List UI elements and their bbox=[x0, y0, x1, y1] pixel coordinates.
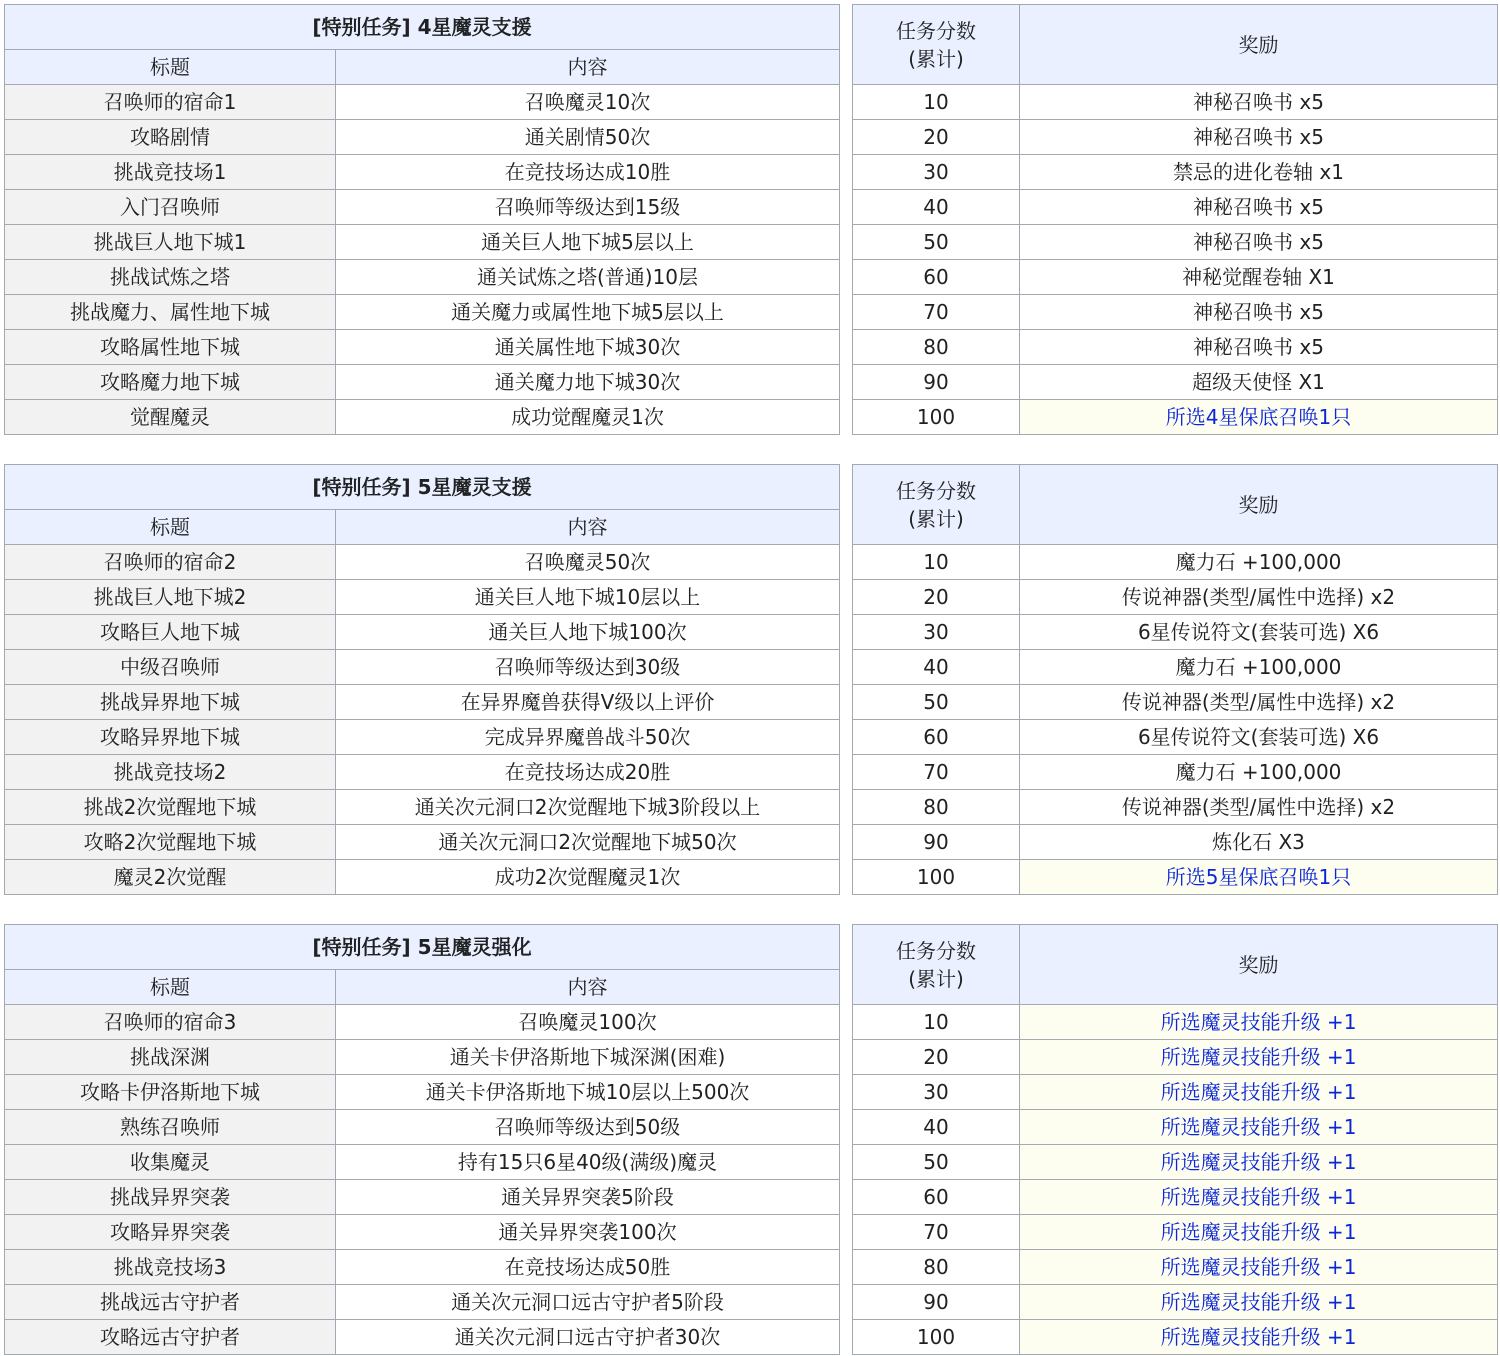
mission-reward: 所选魔灵技能升级 +1 bbox=[1020, 1145, 1498, 1180]
mission-title: 入门召唤师 bbox=[5, 190, 336, 225]
table-row bbox=[853, 365, 1498, 400]
mission-content: 通关魔力地下城30次 bbox=[336, 365, 840, 400]
table-row bbox=[853, 1320, 1498, 1355]
content-column-header: 内容 bbox=[336, 970, 840, 1005]
table-row bbox=[853, 790, 1498, 825]
mission-reward: 所选4星保底召唤1只 bbox=[1020, 400, 1498, 435]
mission-table bbox=[4, 4, 840, 435]
mission-reward: 所选5星保底召唤1只 bbox=[1020, 860, 1498, 895]
mission-score: 60 bbox=[853, 720, 1020, 755]
table-row bbox=[5, 260, 840, 295]
mission-reward: 所选魔灵技能升级 +1 bbox=[1020, 1110, 1498, 1145]
mission-reward: 所选魔灵技能升级 +1 bbox=[1020, 1075, 1498, 1110]
mission-content: 在竞技场达成50胜 bbox=[336, 1250, 840, 1285]
mission-reward: 禁忌的进化卷轴 x1 bbox=[1020, 155, 1498, 190]
score-header-line1: 任务分数 bbox=[896, 478, 976, 503]
mission-score: 20 bbox=[853, 120, 1020, 155]
score-header-line2: (累计) bbox=[908, 966, 964, 991]
content-column-header: 内容 bbox=[336, 50, 840, 85]
mission-reward: 魔力石 +100,000 bbox=[1020, 755, 1498, 790]
mission-content: 通关巨人地下城5层以上 bbox=[336, 225, 840, 260]
mission-reward: 所选魔灵技能升级 +1 bbox=[1020, 1180, 1498, 1215]
table-row bbox=[853, 825, 1498, 860]
table-row bbox=[5, 295, 840, 330]
table-row bbox=[5, 1215, 840, 1250]
mission-content: 通关异界突袭100次 bbox=[336, 1215, 840, 1250]
content-column-header: 内容 bbox=[336, 510, 840, 545]
mission-title: 攻略异界地下城 bbox=[5, 720, 336, 755]
table-row bbox=[853, 1110, 1498, 1145]
table-row bbox=[853, 85, 1498, 120]
mission-reward: 传说神器(类型/属性中选择) x2 bbox=[1020, 790, 1498, 825]
mission-reward: 所选魔灵技能升级 +1 bbox=[1020, 1320, 1498, 1355]
mission-reward: 魔力石 +100,000 bbox=[1020, 545, 1498, 580]
mission-title: 攻略属性地下城 bbox=[5, 330, 336, 365]
table-row bbox=[5, 720, 840, 755]
title-column-header: 标题 bbox=[5, 50, 336, 85]
mission-reward: 6星传说符文(套装可选) X6 bbox=[1020, 720, 1498, 755]
table-row bbox=[853, 545, 1498, 580]
table-row bbox=[853, 120, 1498, 155]
mission-content: 通关属性地下城30次 bbox=[336, 330, 840, 365]
mission-content: 在竞技场达成10胜 bbox=[336, 155, 840, 190]
mission-score: 50 bbox=[853, 685, 1020, 720]
section-title: [特别任务] 5星魔灵强化 bbox=[5, 925, 840, 970]
mission-score: 60 bbox=[853, 1180, 1020, 1215]
mission-title: 攻略异界突袭 bbox=[5, 1215, 336, 1250]
table-row bbox=[5, 400, 840, 435]
reward-column-header: 奖励 bbox=[1020, 925, 1498, 1005]
mission-score: 20 bbox=[853, 1040, 1020, 1075]
mission-score: 10 bbox=[853, 85, 1020, 120]
score-header-line1: 任务分数 bbox=[896, 18, 976, 43]
reward-table bbox=[852, 4, 1498, 435]
mission-score: 30 bbox=[853, 615, 1020, 650]
mission-reward: 超级天使怪 X1 bbox=[1020, 365, 1498, 400]
mission-reward: 神秘召唤书 x5 bbox=[1020, 225, 1498, 260]
table-row bbox=[853, 1180, 1498, 1215]
table-row bbox=[5, 790, 840, 825]
mission-title: 挑战2次觉醒地下城 bbox=[5, 790, 336, 825]
mission-title: 召唤师的宿命3 bbox=[5, 1005, 336, 1040]
table-row bbox=[853, 155, 1498, 190]
mission-title: 挑战远古守护者 bbox=[5, 1285, 336, 1320]
table-row bbox=[5, 1320, 840, 1355]
mission-content: 成功2次觉醒魔灵1次 bbox=[336, 860, 840, 895]
mission-score: 90 bbox=[853, 365, 1020, 400]
mission-content: 召唤魔灵10次 bbox=[336, 85, 840, 120]
mission-title: 攻略2次觉醒地下城 bbox=[5, 825, 336, 860]
mission-title: 挑战魔力、属性地下城 bbox=[5, 295, 336, 330]
mission-content: 通关次元洞口远古守护者5阶段 bbox=[336, 1285, 840, 1320]
mission-title: 熟练召唤师 bbox=[5, 1110, 336, 1145]
mission-title: 挑战异界地下城 bbox=[5, 685, 336, 720]
score-column-header bbox=[853, 5, 1020, 85]
table-row bbox=[5, 365, 840, 400]
mission-score: 50 bbox=[853, 225, 1020, 260]
table-row bbox=[853, 1075, 1498, 1110]
table-row bbox=[5, 330, 840, 365]
table-row bbox=[853, 260, 1498, 295]
mission-score: 70 bbox=[853, 755, 1020, 790]
mission-reward: 神秘召唤书 x5 bbox=[1020, 85, 1498, 120]
table-row bbox=[5, 225, 840, 260]
mission-content: 通关异界突袭5阶段 bbox=[336, 1180, 840, 1215]
section-title: [特别任务] 4星魔灵支援 bbox=[5, 5, 840, 50]
mission-content: 通关次元洞口2次觉醒地下城3阶段以上 bbox=[336, 790, 840, 825]
mission-reward: 神秘召唤书 x5 bbox=[1020, 295, 1498, 330]
table-row bbox=[5, 860, 840, 895]
table-row bbox=[5, 615, 840, 650]
table-row bbox=[853, 755, 1498, 790]
mission-reward: 传说神器(类型/属性中选择) x2 bbox=[1020, 580, 1498, 615]
reward-table bbox=[852, 924, 1498, 1355]
table-row bbox=[5, 1075, 840, 1110]
mission-content: 召唤师等级达到50级 bbox=[336, 1110, 840, 1145]
mission-score: 10 bbox=[853, 1005, 1020, 1040]
table-row bbox=[5, 755, 840, 790]
mission-content: 通关巨人地下城10层以上 bbox=[336, 580, 840, 615]
mission-score: 20 bbox=[853, 580, 1020, 615]
reward-column-header: 奖励 bbox=[1020, 465, 1498, 545]
mission-content: 通关卡伊洛斯地下城10层以上500次 bbox=[336, 1075, 840, 1110]
mission-title: 觉醒魔灵 bbox=[5, 400, 336, 435]
mission-score: 50 bbox=[853, 1145, 1020, 1180]
table-row bbox=[853, 1040, 1498, 1075]
score-column-header bbox=[853, 925, 1020, 1005]
mission-reward: 炼化石 X3 bbox=[1020, 825, 1498, 860]
mission-score: 40 bbox=[853, 650, 1020, 685]
mission-title: 攻略卡伊洛斯地下城 bbox=[5, 1075, 336, 1110]
table-row bbox=[5, 1145, 840, 1180]
mission-reward: 魔力石 +100,000 bbox=[1020, 650, 1498, 685]
table-row bbox=[853, 615, 1498, 650]
mission-reward: 神秘觉醒卷轴 X1 bbox=[1020, 260, 1498, 295]
mission-title: 挑战巨人地下城1 bbox=[5, 225, 336, 260]
table-row bbox=[5, 1285, 840, 1320]
mission-table bbox=[4, 924, 840, 1355]
mission-score: 80 bbox=[853, 330, 1020, 365]
mission-content: 成功觉醒魔灵1次 bbox=[336, 400, 840, 435]
table-row bbox=[853, 1145, 1498, 1180]
table-row bbox=[853, 1250, 1498, 1285]
score-column-header bbox=[853, 465, 1020, 545]
table-row bbox=[853, 720, 1498, 755]
table-row bbox=[853, 1005, 1498, 1040]
mission-title: 收集魔灵 bbox=[5, 1145, 336, 1180]
mission-content: 召唤魔灵100次 bbox=[336, 1005, 840, 1040]
mission-reward: 神秘召唤书 x5 bbox=[1020, 190, 1498, 225]
table-row bbox=[5, 650, 840, 685]
mission-title: 挑战竞技场2 bbox=[5, 755, 336, 790]
mission-reward: 所选魔灵技能升级 +1 bbox=[1020, 1005, 1498, 1040]
mission-content: 通关剧情50次 bbox=[336, 120, 840, 155]
mission-reward: 所选魔灵技能升级 +1 bbox=[1020, 1250, 1498, 1285]
table-row bbox=[853, 190, 1498, 225]
mission-title: 召唤师的宿命1 bbox=[5, 85, 336, 120]
mission-content: 通关次元洞口远古守护者30次 bbox=[336, 1320, 840, 1355]
mission-content: 召唤师等级达到15级 bbox=[336, 190, 840, 225]
mission-title: 攻略远古守护者 bbox=[5, 1320, 336, 1355]
table-row bbox=[853, 1215, 1498, 1250]
table-row bbox=[853, 650, 1498, 685]
mission-content: 通关卡伊洛斯地下城深渊(困难) bbox=[336, 1040, 840, 1075]
mission-reward: 所选魔灵技能升级 +1 bbox=[1020, 1215, 1498, 1250]
mission-title: 挑战巨人地下城2 bbox=[5, 580, 336, 615]
mission-title: 挑战竞技场3 bbox=[5, 1250, 336, 1285]
mission-content: 持有15只6星40级(满级)魔灵 bbox=[336, 1145, 840, 1180]
score-header-line2: (累计) bbox=[908, 46, 964, 71]
mission-title: 挑战异界突袭 bbox=[5, 1180, 336, 1215]
mission-score: 100 bbox=[853, 1320, 1020, 1355]
mission-score: 100 bbox=[853, 860, 1020, 895]
table-row bbox=[5, 1110, 840, 1145]
reward-table bbox=[852, 464, 1498, 895]
mission-title: 挑战竞技场1 bbox=[5, 155, 336, 190]
mission-title: 挑战深渊 bbox=[5, 1040, 336, 1075]
mission-score: 30 bbox=[853, 155, 1020, 190]
table-row bbox=[5, 685, 840, 720]
table-row bbox=[853, 330, 1498, 365]
mission-title: 挑战试炼之塔 bbox=[5, 260, 336, 295]
mission-score: 90 bbox=[853, 825, 1020, 860]
mission-content: 通关试炼之塔(普通)10层 bbox=[336, 260, 840, 295]
mission-content: 召唤魔灵50次 bbox=[336, 545, 840, 580]
table-row bbox=[5, 545, 840, 580]
mission-reward: 所选魔灵技能升级 +1 bbox=[1020, 1040, 1498, 1075]
mission-table bbox=[4, 464, 840, 895]
table-row bbox=[5, 1005, 840, 1040]
table-row bbox=[853, 580, 1498, 615]
mission-reward: 6星传说符文(套装可选) X6 bbox=[1020, 615, 1498, 650]
mission-content: 通关次元洞口2次觉醒地下城50次 bbox=[336, 825, 840, 860]
table-row bbox=[853, 685, 1498, 720]
score-header-line1: 任务分数 bbox=[896, 938, 976, 963]
mission-reward: 神秘召唤书 x5 bbox=[1020, 120, 1498, 155]
mission-section bbox=[0, 4, 1500, 435]
mission-title: 攻略巨人地下城 bbox=[5, 615, 336, 650]
mission-content: 召唤师等级达到30级 bbox=[336, 650, 840, 685]
mission-title: 攻略剧情 bbox=[5, 120, 336, 155]
mission-title: 攻略魔力地下城 bbox=[5, 365, 336, 400]
mission-title: 中级召唤师 bbox=[5, 650, 336, 685]
table-row bbox=[853, 860, 1498, 895]
score-header-line2: (累计) bbox=[908, 506, 964, 531]
mission-score: 40 bbox=[853, 190, 1020, 225]
reward-column-header: 奖励 bbox=[1020, 5, 1498, 85]
table-row bbox=[5, 825, 840, 860]
mission-title: 魔灵2次觉醒 bbox=[5, 860, 336, 895]
table-row bbox=[853, 1285, 1498, 1320]
title-column-header: 标题 bbox=[5, 510, 336, 545]
table-row bbox=[853, 225, 1498, 260]
mission-score: 90 bbox=[853, 1285, 1020, 1320]
mission-score: 100 bbox=[853, 400, 1020, 435]
mission-content: 完成异界魔兽战斗50次 bbox=[336, 720, 840, 755]
table-row bbox=[5, 1250, 840, 1285]
mission-section bbox=[0, 464, 1500, 895]
mission-score: 60 bbox=[853, 260, 1020, 295]
mission-score: 40 bbox=[853, 1110, 1020, 1145]
section-title: [特别任务] 5星魔灵支援 bbox=[5, 465, 840, 510]
mission-score: 80 bbox=[853, 790, 1020, 825]
mission-content: 通关巨人地下城100次 bbox=[336, 615, 840, 650]
table-row bbox=[5, 580, 840, 615]
mission-score: 70 bbox=[853, 1215, 1020, 1250]
table-row bbox=[853, 400, 1498, 435]
mission-score: 70 bbox=[853, 295, 1020, 330]
table-row bbox=[5, 1040, 840, 1075]
mission-reward: 所选魔灵技能升级 +1 bbox=[1020, 1285, 1498, 1320]
title-column-header: 标题 bbox=[5, 970, 336, 1005]
table-row bbox=[5, 85, 840, 120]
table-row bbox=[5, 1180, 840, 1215]
table-row bbox=[5, 120, 840, 155]
mission-title: 召唤师的宿命2 bbox=[5, 545, 336, 580]
table-row bbox=[853, 295, 1498, 330]
mission-reward: 神秘召唤书 x5 bbox=[1020, 330, 1498, 365]
mission-score: 10 bbox=[853, 545, 1020, 580]
table-row bbox=[5, 155, 840, 190]
mission-content: 在异界魔兽获得Ⅴ级以上评价 bbox=[336, 685, 840, 720]
table-row bbox=[5, 190, 840, 225]
mission-score: 80 bbox=[853, 1250, 1020, 1285]
mission-score: 30 bbox=[853, 1075, 1020, 1110]
mission-content: 通关魔力或属性地下城5层以上 bbox=[336, 295, 840, 330]
mission-reward: 传说神器(类型/属性中选择) x2 bbox=[1020, 685, 1498, 720]
mission-content: 在竞技场达成20胜 bbox=[336, 755, 840, 790]
mission-section bbox=[0, 924, 1500, 1355]
